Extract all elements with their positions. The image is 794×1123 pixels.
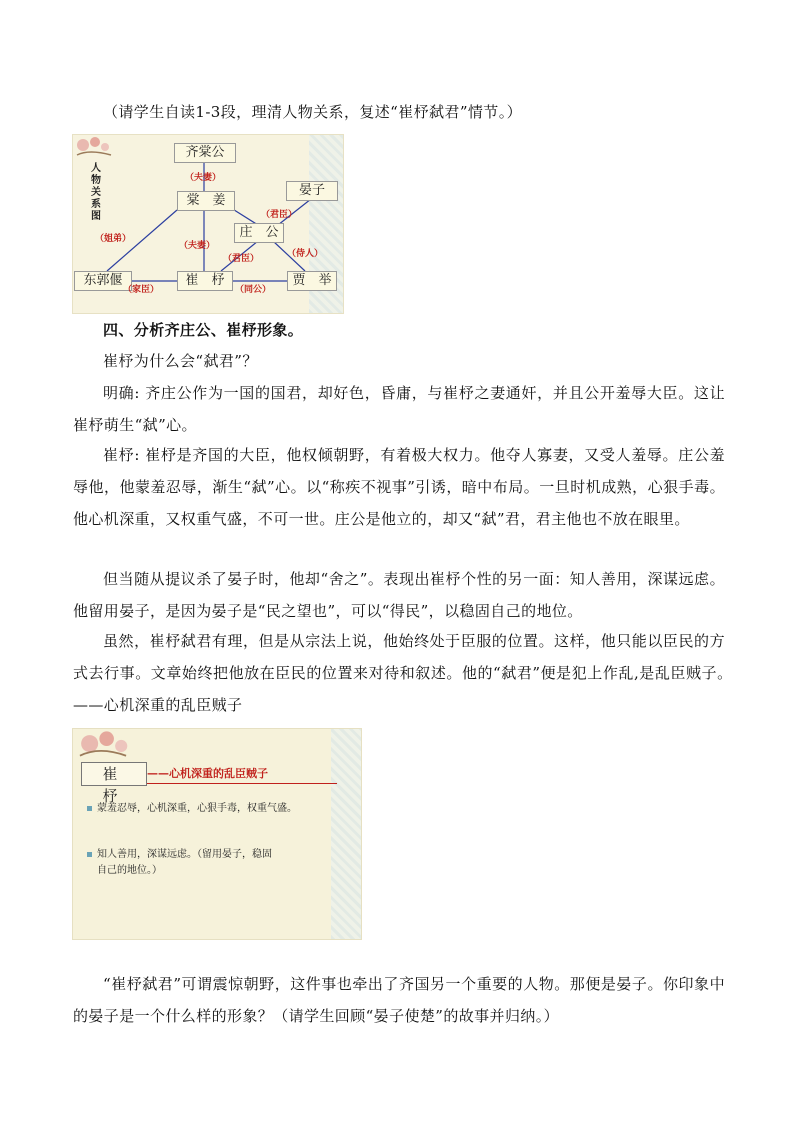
bullet-icon <box>87 852 92 857</box>
relation-siblings: （姐弟） <box>95 234 132 244</box>
node-tang-jiang: 棠 姜 <box>177 191 235 211</box>
relation-ruler-minister-1: （君臣） <box>261 210 298 220</box>
paragraph-suiran: 虽然，崔杼弑君有理，但是从宗法上说，他始终处于臣服的位置。这样，他只能以臣民的方式去行事。文章始终把他放在臣民的位置来对待和叙述。他的“弑君”便是犯上作乱,是乱臣贼子。 ——心机深重的乱臣贼子 <box>73 632 756 714</box>
cuizhu-summary-slide <box>72 728 362 940</box>
relation-ruler-minister-2: （君臣） <box>223 254 260 264</box>
bullet-text-2a: 知人善用，深谋远虑。（留用晏子，稳固 <box>97 849 272 860</box>
bullet-icon <box>87 806 92 811</box>
node-yanzi: 晏子 <box>286 181 338 201</box>
flower-decoration-icon <box>73 729 133 763</box>
node-jiaju: 贾 举 <box>287 271 337 291</box>
relation-attendant: （侍人） <box>287 249 324 259</box>
bullet-item-1 <box>87 801 347 817</box>
relation-couple-1: （夫妻） <box>185 173 222 183</box>
relation-retainer: （家臣） <box>123 285 160 295</box>
paragraph-shezhi: 但当随从提议杀了晏子时，他却“舍之”。表现出崔杼个性的另一面：知人善用，深谋远虑。他留用晏子，是因为晏子是“民之望也”，可以“得民”，以稳固自己的地位。 <box>73 570 725 620</box>
node-dongguo-yan: 东郭偃 <box>74 271 132 291</box>
title-underline <box>147 783 337 784</box>
intro-note: （请学生自读1-3段，理清人物关系，复述“崔杼弑君”情节。） <box>103 103 522 121</box>
slide-name-cuizhu: 崔 杼 <box>81 762 147 786</box>
floral-border-decoration <box>331 729 361 939</box>
paragraph-mingque: 明确: 齐庄公作为一国的国君，却好色，昏庸，与崔杼之妻通奸，并且公开羞辱大臣。这让崔杼萌生“弑”心。 <box>73 384 725 434</box>
node-cuizhu: 崔 杼 <box>177 271 233 291</box>
paragraph-closing: “崔杼弑君”可谓震惊朝野，这件事也牵出了齐国另一个重要的人物。那便是晏子。你印象中的晏子是一个什么样的形象？（请学生回顾“晏子使楚”的故事并归纳。） <box>73 975 725 1025</box>
relationship-diagram-slide <box>72 134 344 314</box>
section-heading: 四、分析齐庄公、崔杼形象。 <box>103 321 304 339</box>
slide-title: ——心机深重的乱臣贼子 <box>147 767 268 780</box>
question-text: 崔杼为什么会“弑君”？ <box>103 352 258 370</box>
relation-same-lord: （同公） <box>235 285 272 295</box>
bullet-text-1: 蒙羞忍辱，心机深重，心狠手毒，权重气盛。 <box>97 803 297 814</box>
paragraph-cuizhu: 崔杼: 崔杼是齐国的大臣，他权倾朝野，有着极大权力。他夺人寡妻，又受人羞辱。庄公羞辱他，他蒙羞忍辱，渐生“弑”心。以“称疾不视事”引诱，暗中布局。一旦时机成熟，心狠手毒。他心机深重，又权重气盛，不可一世。庄公是他立的，却又“弑”君，君主他也不放在眼里。 <box>73 446 725 528</box>
node-zhuanggong: 庄 公 <box>234 223 284 243</box>
bullet-item-2 <box>87 847 347 879</box>
diagram-vertical-title: 人物关系图 <box>91 163 101 222</box>
node-qi-tanggong: 齐棠公 <box>174 143 236 163</box>
bullet-text-2b: 自己的地位。） <box>97 865 162 876</box>
relation-couple-2: （夫妻） <box>179 241 216 251</box>
